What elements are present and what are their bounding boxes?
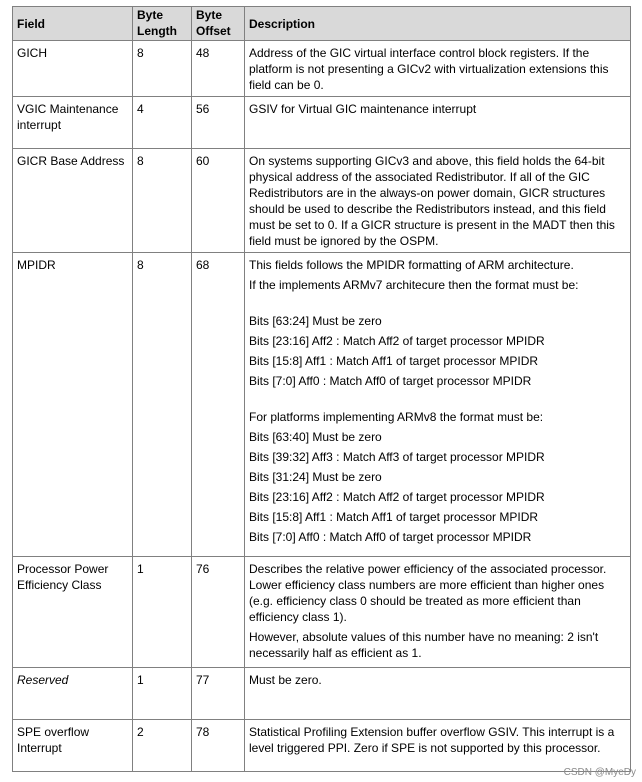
cell-length: 1 bbox=[133, 668, 192, 720]
cell-length: 8 bbox=[133, 41, 192, 97]
cell-description: Address of the GIC virtual interface control block registers. If the platform is not presenting a GICv2 with virtualization extensions this field can be 0. bbox=[245, 41, 631, 97]
header-length-line1: Byte bbox=[137, 8, 164, 22]
mpidr-line: Bits [39:32] Aff3 : Match Aff3 of target processor MPIDR bbox=[249, 450, 545, 464]
cell-field: SPE overflow Interrupt bbox=[13, 720, 133, 772]
cell-offset: 60 bbox=[192, 149, 245, 253]
header-length-line2: Length bbox=[137, 24, 177, 38]
mpidr-line: Bits [7:0] Aff0 : Match Aff0 of target processor MPIDR bbox=[249, 374, 532, 388]
description-paragraph: Describes the relative power efficiency of the associated processor. Lower efficiency class numbers are more efficient than higher ones (e.g. efficiency class 0 should be treated as more efficient than efficiency class 1). bbox=[249, 562, 607, 624]
header-offset-line1: Byte bbox=[196, 8, 223, 22]
cell-offset: 76 bbox=[192, 557, 245, 668]
cell-description bbox=[245, 253, 631, 557]
mpidr-line: If the implements ARMv7 architecure then the format must be: bbox=[249, 278, 579, 292]
mpidr-line: Bits [31:24] Must be zero bbox=[249, 470, 382, 484]
header-row bbox=[13, 7, 631, 41]
mpidr-line: Bits [15:8] Aff1 : Match Aff1 of target processor MPIDR bbox=[249, 354, 539, 368]
table-row-gicr-base-address bbox=[13, 149, 631, 253]
cell-field: GICR Base Address bbox=[13, 149, 133, 253]
header-offset-line2: Offset bbox=[196, 24, 231, 38]
madt-gicc-field-table bbox=[12, 6, 631, 772]
cell-length: 8 bbox=[133, 253, 192, 557]
table-row-spe-overflow bbox=[13, 720, 631, 772]
cell-description: Statistical Profiling Extension buffer overflow GSIV. This interrupt is a level triggered PPI. Zero if SPE is not supported by this processor. bbox=[245, 720, 631, 772]
description-paragraph: However, absolute values of this number have no meaning: 2 isn't necessarily half as efficient as 1. bbox=[249, 630, 599, 660]
cell-length: 2 bbox=[133, 720, 192, 772]
mpidr-line: Bits [15:8] Aff1 : Match Aff1 of target processor MPIDR bbox=[249, 510, 539, 524]
mpidr-line: Bits [23:16] Aff2 : Match Aff2 of target processor MPIDR bbox=[249, 334, 545, 348]
header-description: Description bbox=[245, 7, 631, 41]
mpidr-line: Bits [63:24] Must be zero bbox=[249, 314, 382, 328]
table-row-vgic-maintenance bbox=[13, 97, 631, 149]
cell-offset: 48 bbox=[192, 41, 245, 97]
cell-length: 4 bbox=[133, 97, 192, 149]
table-row-reserved bbox=[13, 668, 631, 720]
header-byte-length bbox=[133, 7, 192, 41]
cell-field: Processor Power Efficiency Class bbox=[13, 557, 133, 668]
cell-field: GICH bbox=[13, 41, 133, 97]
cell-field: Reserved bbox=[13, 668, 133, 720]
cell-description: GSIV for Virtual GIC maintenance interrupt bbox=[245, 97, 631, 149]
mpidr-line: Bits [63:40] Must be zero bbox=[249, 430, 382, 444]
mpidr-line: Bits [23:16] Aff2 : Match Aff2 of target processor MPIDR bbox=[249, 490, 545, 504]
header-byte-offset bbox=[192, 7, 245, 41]
mpidr-line: This fields follows the MPIDR formatting of ARM architecture. bbox=[249, 258, 574, 272]
cell-offset: 78 bbox=[192, 720, 245, 772]
mpidr-line: Bits [7:0] Aff0 : Match Aff0 of target processor MPIDR bbox=[249, 530, 532, 544]
cell-description bbox=[245, 557, 631, 668]
cell-offset: 77 bbox=[192, 668, 245, 720]
cell-description: On systems supporting GICv3 and above, this field holds the 64-bit physical address of the associated Redistributor. If all of the GIC Redistributors are in the always-on power domain, GICR structures should be used to describe the Redistributors instead, and this field must be set to 0. If a GICR structure is present in the MADT then this field must be ignored by the OSPM. bbox=[245, 149, 631, 253]
cell-offset: 56 bbox=[192, 97, 245, 149]
cell-length: 1 bbox=[133, 557, 192, 668]
cell-offset: 68 bbox=[192, 253, 245, 557]
cell-field: VGIC Maintenance interrupt bbox=[13, 97, 133, 149]
watermark: CSDN @MyeDy bbox=[563, 767, 636, 778]
table-row-processor-power-efficiency bbox=[13, 557, 631, 668]
cell-field: MPIDR bbox=[13, 253, 133, 557]
table-row-gich bbox=[13, 41, 631, 97]
table-row-mpidr bbox=[13, 253, 631, 557]
cell-length: 8 bbox=[133, 149, 192, 253]
header-field: Field bbox=[13, 7, 133, 41]
cell-description: Must be zero. bbox=[245, 668, 631, 720]
mpidr-line: For platforms implementing ARMv8 the format must be: bbox=[249, 410, 544, 424]
